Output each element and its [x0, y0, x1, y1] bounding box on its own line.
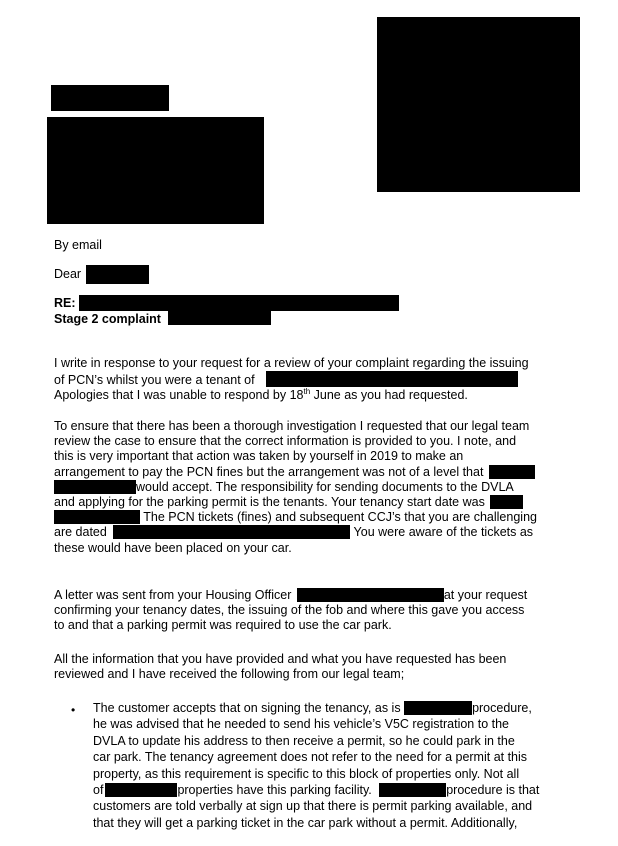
salutation: [54, 267, 81, 282]
para1-line2: of PCN’s whilst you were a tenant of: [54, 371, 552, 388]
para3-line1: A letter was sent from your Housing Officer at your request: [54, 588, 528, 602]
redacted-recipient-address: [47, 117, 264, 224]
para2-line6: and applying for the parking permit is the tenants. Your tenancy start date was: [54, 495, 552, 510]
redacted-pcn-dates: [113, 525, 350, 539]
redacted-start-date-2: [54, 510, 140, 524]
para2-line5: would accept. The responsibility for sending documents to the DVLA: [54, 480, 552, 495]
redacted-salutation-name: [86, 265, 149, 284]
para2-line4: arrangement to pay the PCN fines but the arrangement was not of a level that: [54, 465, 552, 480]
para2-line3: this is very important that action was taken by yourself in 2019 to make an: [54, 449, 464, 464]
salutation-text: Dear: [54, 267, 82, 281]
paragraph-intro: [54, 356, 552, 404]
redacted-org-4: [105, 783, 177, 797]
redacted-start-date-1: [490, 495, 523, 509]
bullet-line3: DVLA to update his address to then receive a permit, so he could park in the: [93, 733, 515, 748]
re-label: RE:: [54, 296, 76, 310]
bullet-line4: car park. The tenancy agreement does not refer to the need for a permit at this: [93, 750, 528, 765]
para2-line1: To ensure that there has been a thorough investigation I requested that our legal team: [54, 419, 530, 433]
para2-line2: review the case to ensure that the correct information is provided to you. I note, and: [54, 434, 517, 449]
para2-line9: these would have been placed on your car.: [54, 540, 292, 555]
bullet-line1: The customer accepts that on signing the tenancy, as is procedure,: [93, 701, 532, 715]
redacted-org-3: [404, 701, 472, 715]
bullet-line2: he was advised that he needed to send his vehicle’s V5C registration to the: [93, 717, 510, 732]
redacted-subject-ref: [168, 311, 271, 325]
redacted-re-subject: [79, 295, 399, 311]
para1-line3: Apologies that I was unable to respond by 18th June as you had requested.: [54, 387, 468, 403]
bullet-line6: of properties have this parking facility. procedure is that: [93, 783, 540, 798]
para1-line1: I write in response to your request for a review of your complaint regarding the issuing: [54, 356, 529, 370]
redacted-logo-block: [377, 17, 580, 192]
redacted-org-5: [379, 783, 446, 797]
para3-line2: confirming your tenancy dates, the issuing of the fob and where this gave you access: [54, 603, 525, 618]
bullet-line7: customers are told verbally at sign up that there is permit parking available, and: [93, 799, 533, 814]
delivery-method: By email: [54, 238, 102, 252]
para4-line2: reviewed and I have received the following from our legal team;: [54, 667, 405, 682]
redacted-org-1: [489, 465, 535, 479]
bullet-line8: that they will get a parking ticket in the car park without a permit. Additionally,: [93, 815, 518, 830]
para2-line7: The PCN tickets (fines) and subsequent CCJ’s that you are challenging: [54, 510, 552, 525]
bullet-legal-response: [93, 700, 552, 831]
bullet-line5: property, as this requirement is specific to this block of properties only. Not all: [93, 766, 520, 781]
paragraph-review: [54, 652, 552, 682]
redacted-recipient-name: [51, 85, 169, 111]
para4-line1: All the information that you have provided and what you have requested has been: [54, 652, 507, 666]
bullet-marker: •: [71, 703, 76, 717]
redacted-housing-officer: [297, 588, 444, 602]
paragraph-housing-officer: [54, 588, 552, 634]
para3-line3: to and that a parking permit was required to use the car park.: [54, 618, 392, 633]
paragraph-investigation: [54, 419, 552, 556]
subject-line: Stage 2 complaint: [54, 312, 161, 326]
para2-line8: are dated You were aware of the tickets as: [54, 525, 534, 540]
redacted-property: [266, 371, 518, 387]
redacted-org-2: [54, 480, 136, 494]
